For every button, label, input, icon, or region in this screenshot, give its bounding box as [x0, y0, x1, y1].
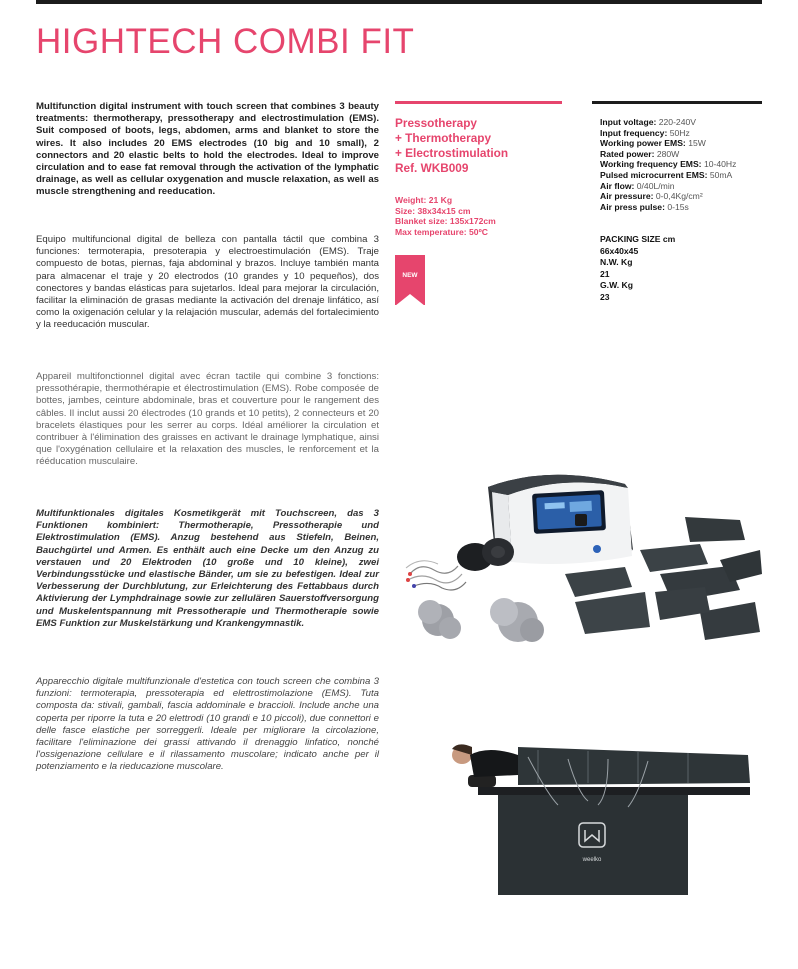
max-temperature: Max temperature: 50ºC: [395, 226, 488, 237]
spec-label: Input voltage:: [600, 117, 657, 127]
thermo-wraps: [457, 538, 514, 571]
electrode-pads: [418, 598, 544, 642]
top-rule: [36, 0, 762, 4]
spec-value: 0/40L/min: [636, 180, 675, 191]
product-rule: [395, 101, 562, 104]
technical-specs: [600, 117, 765, 212]
spec-label: Air pressure:: [600, 191, 654, 202]
new-badge-label: NEW: [402, 272, 418, 279]
spec-row: [600, 149, 765, 160]
net-weight-label: N.W. Kg: [600, 257, 633, 267]
brand-logo: weelko: [582, 857, 602, 863]
gross-weight-value: 23: [600, 291, 610, 302]
spec-label: Air press pulse:: [600, 201, 665, 212]
product-weight: Weight: 21 Kg: [395, 195, 453, 205]
description-spanish: Equipo multifuncional digital de belleza con pantalla táctil que combina 3 funciones: termoterapia, presoterapia y electroestimulación (EMS). Traje compuesto de botas, piernas, faja abdominal y brazos. Incluye también manta para almacenar el traje y 20 electrodos (10 grandes y 10 pequeños), dos conectores y bandas elásticas para sujetarlos. Ideal para mejorar la circulación, facilitar la eliminación de grasas mediante la activación del drenaje linfático, así como la oxigenación celular y la relajación muscular, además del fortalecimiento y la reeducación muscular.: [36, 234, 379, 331]
gross-weight-label: G.W. Kg: [600, 280, 633, 290]
product-kit-image: [400, 462, 762, 642]
spec-row: [600, 202, 765, 213]
product-dimensions: [395, 195, 565, 237]
packing-title: PACKING SIZE cm: [600, 234, 676, 244]
spec-row: [600, 128, 765, 139]
spec-label: Working frequency EMS:: [600, 159, 702, 170]
spec-value: 0-15s: [667, 201, 689, 212]
product-line: + Electrostimulation: [395, 146, 509, 160]
net-weight-value: 21: [600, 268, 610, 279]
spec-value: 50mA: [709, 169, 733, 180]
specs-rule: [592, 101, 762, 104]
description-italian: Apparecchio digitale multifunzionale d'estetica con touch screen che combina 3 funzioni: termoterapia, pressoterapia ed elettrostimolazione (EMS). Tuta composta da: stivali, gambali, fascia addominale e braccioli. Include anche una coperta per riporre la tuta e 20 elettrodi (10 grandi e 10 piccoli), due connettori e delle fasce elastiche per sorreggerli. Ideale per migliorare la circolazione, facilitare l'eliminazione dei grassi attivando il drenaggio linfatico, nonché l'ossigenazione cellulare e il rilassamento muscolare; indicato anche per il potenziamento e la rieducazione muscolare.: [36, 676, 379, 773]
product-line: + Thermotherapy: [395, 131, 492, 145]
spec-row: [600, 181, 765, 192]
spec-row: [600, 117, 765, 128]
spec-value: 10-40Hz: [703, 159, 737, 170]
description-french: Appareil multifonctionnel digital avec écran tactile qui combine 3 fonctions: pressothérapie, thermothérapie et électrostimulation (EMS). Robe composée de bottes, jambes, ceinture abdominale, bras et couverture pour le rangement des câbles. Il inclut aussi 20 électrodes (10 grands et 10 petits), 2 connecteurs et 20 bracelets élastiques pour les serrer au corps. Idéal améliorer la circulation et contribuer à l'élimination des graisses en activant le drainage lymphatique, ainsi que l'oxygénation cellulaire et la relaxation des muscles, le renforcement et la rééducation musculaire.: [36, 371, 379, 468]
treatment-bed-image: [438, 735, 762, 895]
packing-info: [600, 234, 760, 303]
electrode-cables: [406, 561, 466, 590]
product-heading: [395, 116, 565, 176]
packing-size: 66x40x45: [600, 245, 639, 256]
blanket-size: Blanket size: 135x172cm: [395, 216, 496, 227]
spec-label: Air flow:: [600, 180, 635, 191]
spec-value: 280W: [656, 148, 680, 159]
spec-row: [600, 170, 765, 181]
spec-value: 220-240V: [658, 117, 697, 127]
spec-row: [600, 159, 765, 170]
spec-row: [600, 191, 765, 202]
spec-label: Working power EMS:: [600, 138, 686, 149]
spec-label: Rated power:: [600, 148, 655, 159]
page-title: HIGHTECH COMBI FIT: [36, 22, 415, 61]
spec-value: 50Hz: [669, 127, 690, 138]
product-reference: Ref. WKB009: [395, 161, 469, 175]
client-person: [452, 744, 518, 777]
compression-suit: [498, 747, 750, 895]
product-size: Size: 38x34x15 cm: [395, 205, 471, 216]
spec-label: Input frequency:: [600, 127, 668, 138]
spec-value: 0-0,4Kg/cm²: [655, 191, 703, 202]
new-badge: [395, 255, 425, 305]
product-line: Pressotherapy: [395, 116, 477, 130]
spec-row: [600, 138, 765, 149]
spec-value: 15W: [688, 138, 706, 149]
description-english: Multifunction digital instrument with touch screen that combines 3 beauty treatments: thermotherapy, pressotherapy and electrostimulation (EMS). Suit composed of boots, legs, abdomen, arms and blanket to store the wires. It also includes 20 EMS electrodes (10 big and 10 small), 2 connectors and 20 elastic belts to hold the electrodes. Ideal to improve circulation and to ease fat removal through the activation of the lymphatic drainage, as well as cellular oxygenation and muscle relaxation, as well as muscle strengthening and reeducation.: [36, 101, 379, 198]
spec-label: Pulsed microcurrent EMS:: [600, 169, 708, 180]
description-german: Multifunktionales digitales Kosmetikgerät mit Touchscreen, das 3 Funktionen kombiniert: Thermotherapie, Pressotherapie und Elektrostimulation (EMS). Anzug bestehend aus Stiefeln, Beinen, Bauchgürtel und Armen. Es enthält auch eine Decke um den Anzug zu verstauen und 20 Elektroden (10 große und 10 kleine), zwei Verbindungsstücke und elastische Bänder, um sie zu befestigen. Ideal zur Verbesserung der Durchblutung, zur Erleichterung des Fettabbaus durch Aktivierung der Lymphdrainage sowie zur zellulären Sauerstoffversorgung und Muskelentspannung mit Pressotherapie und Thermotherapie sowie EMS Funktion zur Muskelstärkung und Krankengymnastik.: [36, 508, 379, 629]
